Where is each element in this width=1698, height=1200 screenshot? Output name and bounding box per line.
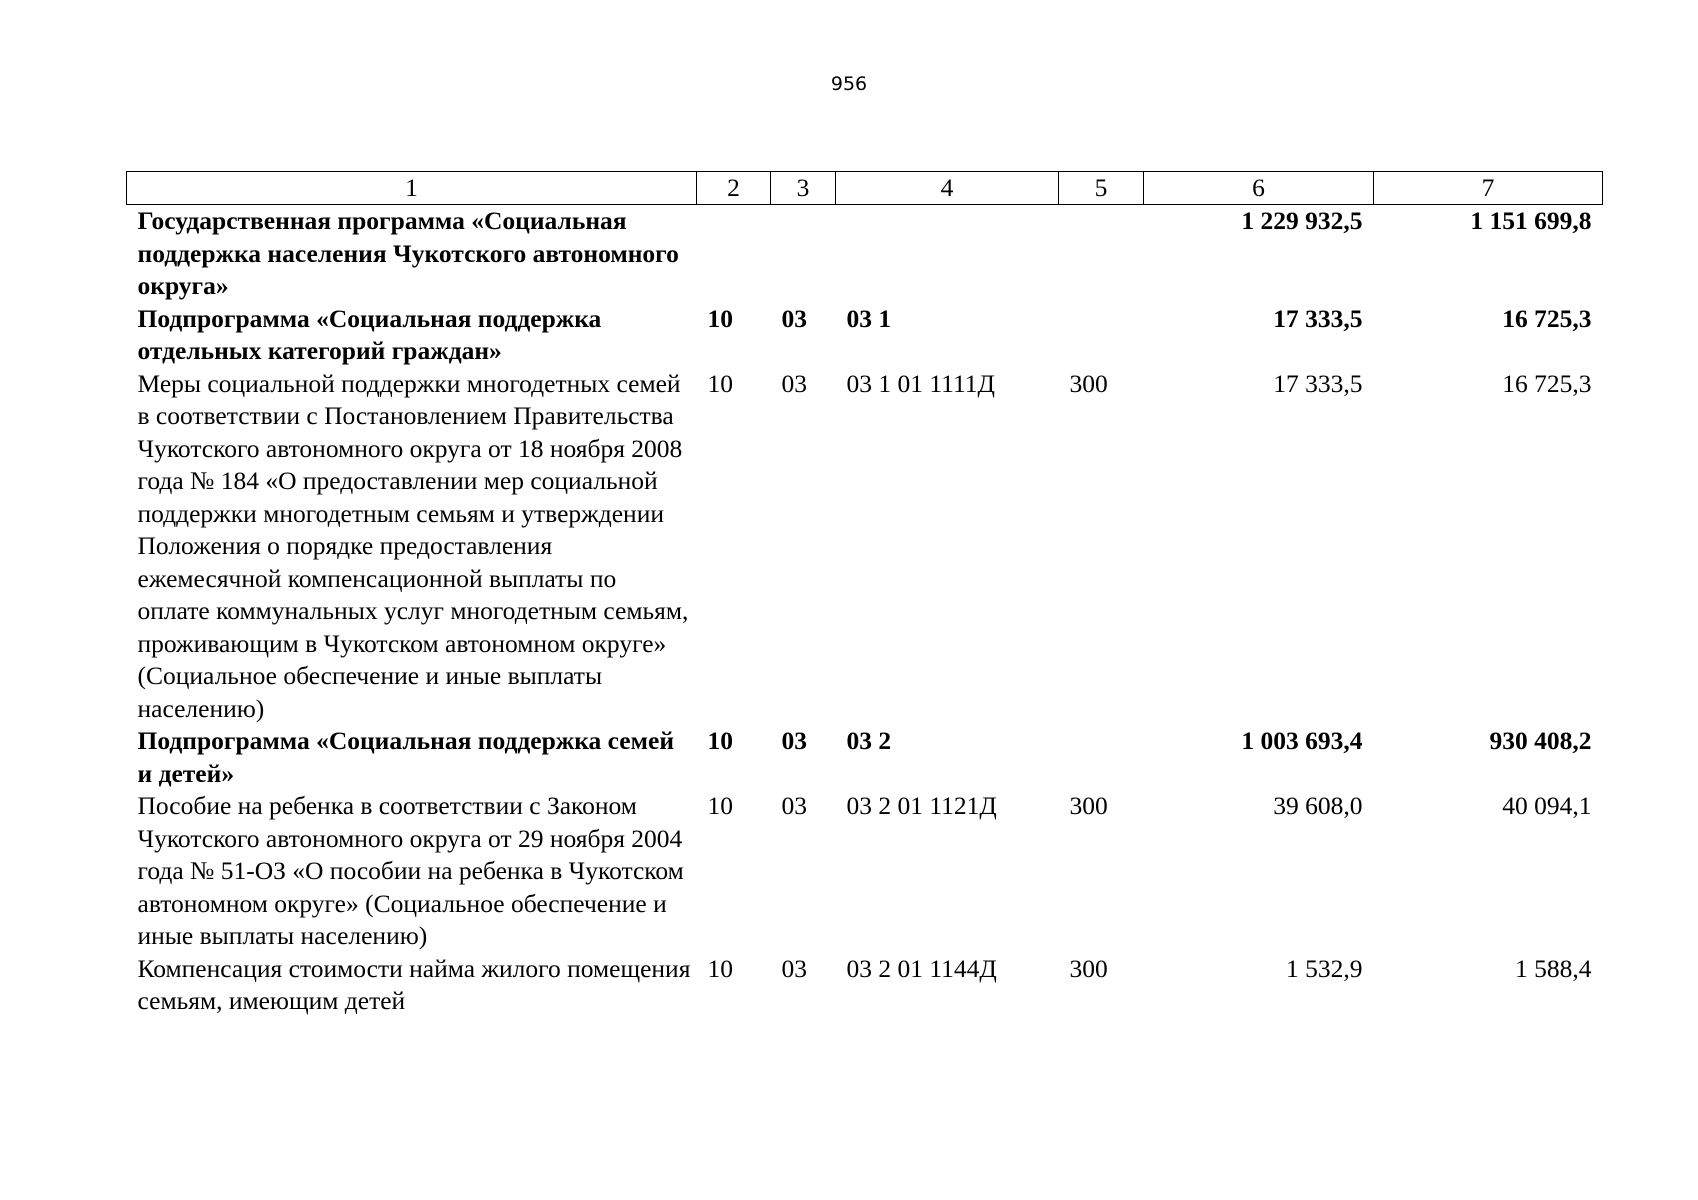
row-name: Подпрограмма «Социальная поддержка отдельных категорий граждан» <box>137 303 602 365</box>
row-section: 10 <box>707 726 733 755</box>
row-expense-type: 300 <box>1069 368 1108 398</box>
row-name: Компенсация стоимости найма жилого помещения семьям, имеющим детей <box>137 953 691 1015</box>
row-subsection: 03 <box>781 953 807 983</box>
table-row <box>127 205 1603 303</box>
column-header-3: 3 <box>771 172 836 205</box>
row-amount-2: 1 588,4 <box>1515 953 1592 983</box>
row-expense-type <box>1059 303 1144 368</box>
row-section <box>697 205 771 303</box>
column-header-5: 5 <box>1059 172 1144 205</box>
row-section: 10 <box>707 303 733 333</box>
row-target-code: 03 1 <box>846 303 892 333</box>
column-header-7: 7 <box>1374 172 1603 205</box>
row-name: Пособие на ребенка в соответствии с Законом Чукотского автономного округа от 29 ноября 2004 года № 51-ОЗ «О пособии на ребенка в Чукотском автономном округе» (Социальное обеспечение и иные выплаты населению) <box>137 791 684 950</box>
row-amount-1: 39 608,0 <box>1273 791 1363 820</box>
row-section: 10 <box>707 368 733 398</box>
row-target-code: 03 2 01 1121Д <box>846 791 997 820</box>
row-amount-1: 17 333,5 <box>1273 303 1363 333</box>
row-section: 10 <box>707 953 733 983</box>
row-amount-2: 16 725,3 <box>1502 368 1592 398</box>
row-amount-1: 1 532,9 <box>1286 953 1363 983</box>
row-target-code: 03 1 01 1111Д <box>846 368 995 398</box>
row-target-code: 03 2 01 1144Д <box>846 953 997 983</box>
row-amount-2: 930 408,2 <box>1489 726 1592 755</box>
row-amount-1: 1 229 932,5 <box>1241 206 1363 235</box>
row-expense-type: 300 <box>1069 791 1108 820</box>
row-expense-type <box>1059 725 1144 790</box>
row-amount-1: 1 003 693,4 <box>1241 726 1363 755</box>
row-name: Подпрограмма «Социальная поддержка семей и детей» <box>137 726 675 788</box>
row-subsection: 03 <box>781 791 807 820</box>
row-subsection: 03 <box>781 368 807 398</box>
row-expense-type <box>1059 205 1144 303</box>
row-amount-2: 16 725,3 <box>1502 303 1592 333</box>
column-header-2: 2 <box>697 172 771 205</box>
column-header-6: 6 <box>1144 172 1374 205</box>
row-subsection: 03 <box>781 303 807 333</box>
table-row <box>127 368 1603 726</box>
row-name: Меры социальной поддержки многодетных семей в соответствии с Постановлением Правительства Чукотского автономного округа от 18 ноября 2008 года № 184 «О предоставлении мер социальной поддержки многодетным семьям и утверждении Положения о порядке предоставления ежемесячной компенсационной выплаты по оплате коммунальных услуг многодетным семьям, проживающим в Чукотском автономном округе» (Социальное обеспечение и иные выплаты населению) <box>137 368 689 723</box>
table-header <box>127 172 1603 205</box>
table-body <box>127 205 1603 1018</box>
row-target-code: 03 2 <box>846 726 892 755</box>
budget-table <box>126 171 1603 1018</box>
row-amount-2: 40 094,1 <box>1502 791 1592 820</box>
header-row <box>127 172 1603 205</box>
row-subsection: 03 <box>781 726 807 755</box>
column-header-1: 1 <box>127 172 697 205</box>
table-row <box>127 953 1603 1018</box>
row-section: 10 <box>707 791 733 820</box>
table-row <box>127 790 1603 953</box>
column-header-4: 4 <box>836 172 1059 205</box>
table-row <box>127 303 1603 368</box>
table-row <box>127 725 1603 790</box>
row-amount-1: 17 333,5 <box>1273 368 1363 398</box>
row-name: Государственная программа «Социальная поддержка населения Чукотского автономного округа» <box>137 206 679 300</box>
row-target-code <box>836 205 1059 303</box>
row-subsection <box>771 205 836 303</box>
page-number: 956 <box>830 73 868 95</box>
row-amount-2: 1 151 699,8 <box>1470 206 1592 235</box>
row-expense-type: 300 <box>1069 953 1108 983</box>
